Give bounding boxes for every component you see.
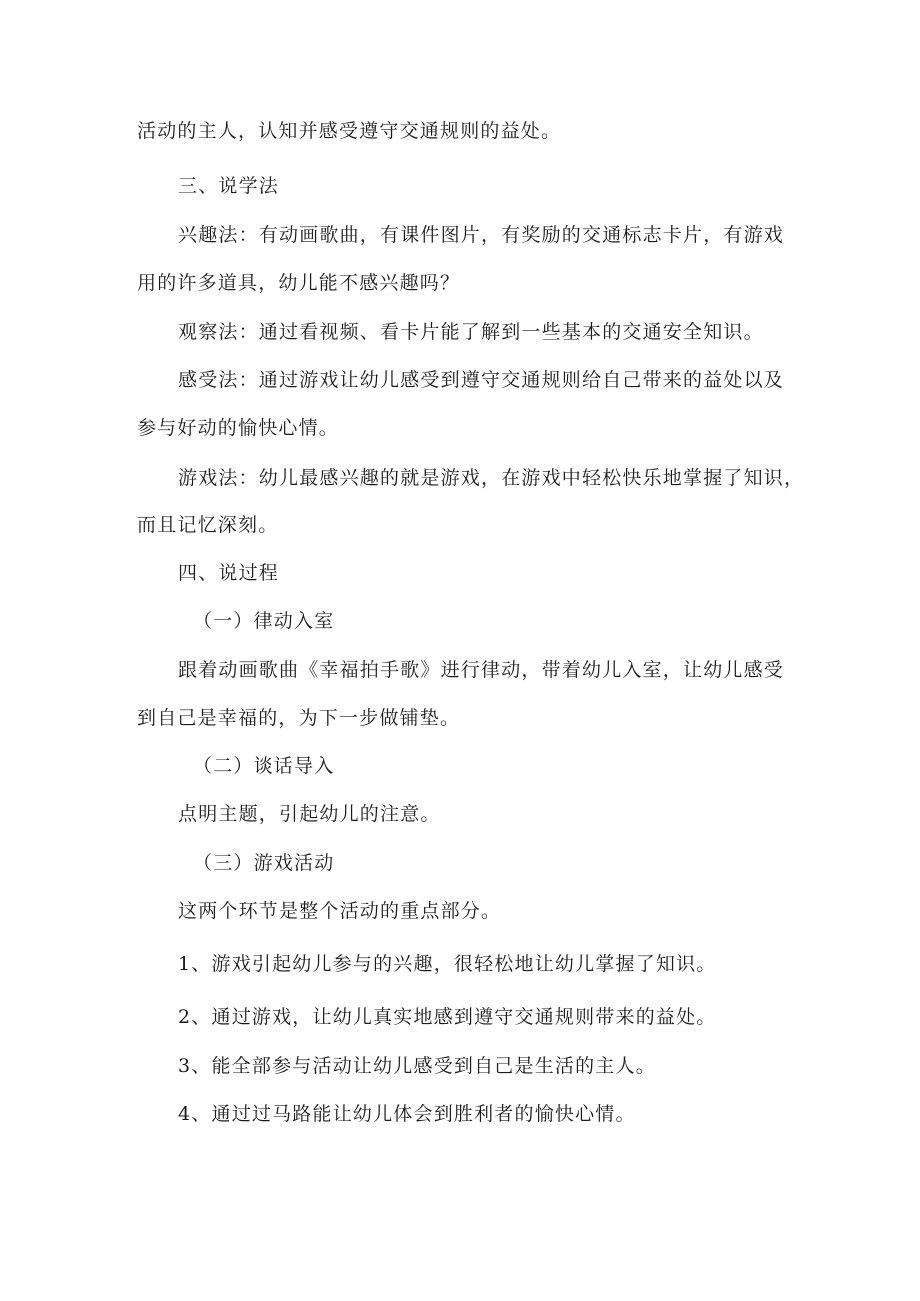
subheading-game-activity: （三）游戏活动 [193, 852, 335, 874]
paragraph-conversation-intro: 点明主题，引起幼儿的注意。 [178, 803, 441, 825]
list-item-1: 1、游戏引起幼儿参与的兴趣，很轻松地让幼儿掌握了知识。 [178, 953, 717, 975]
list-item-2: 2、通过游戏，让幼儿真实地感到遵守交通规则带来的益处。 [178, 1006, 717, 1028]
subheading-rhythm-entry: （一）律动入室 [193, 610, 335, 632]
paragraph-continuation: 活动的主人，认知并感受遵守交通规则的益处。 [137, 120, 562, 142]
paragraph-game-method-cont: 而且记忆深刻。 [137, 514, 279, 536]
paragraph-feeling-method-cont: 参与好动的愉快心情。 [137, 417, 340, 439]
section-heading-learning-methods: 三、说学法 [178, 175, 280, 197]
paragraph-rhythm-entry: 跟着动画歌曲《幸福拍手歌》进行律动，带着幼儿入室，让幼儿感受 [178, 659, 785, 681]
paragraph-interest-method: 兴趣法：有动画歌曲，有课件图片，有奖励的交通标志卡片，有游戏 [178, 224, 785, 246]
subheading-conversation-intro: （二）谈话导入 [193, 755, 335, 777]
paragraph-observation-method: 观察法：通过看视频、看卡片能了解到一些基本的交通安全知识。 [178, 321, 764, 343]
paragraph-interest-method-cont: 用的许多道具，幼儿能不感兴趣吗？ [137, 272, 461, 294]
paragraph-game-activity: 这两个环节是整个活动的重点部分。 [178, 900, 502, 922]
paragraph-feeling-method: 感受法：通过游戏让幼儿感受到遵守交通规则给自己带来的益处以及 [178, 369, 785, 391]
section-heading-process: 四、说过程 [178, 562, 280, 584]
paragraph-game-method: 游戏法：幼儿最感兴趣的就是游戏，在游戏中轻松快乐地掌握了知识， [178, 467, 805, 489]
list-item-3: 3、能全部参与活动让幼儿感受到自己是生活的主人。 [178, 1055, 656, 1077]
list-item-4: 4、通过过马路能让幼儿体会到胜利者的愉快心情。 [178, 1103, 636, 1125]
paragraph-rhythm-entry-cont: 到自己是幸福的，为下一步做铺垫。 [137, 707, 461, 729]
